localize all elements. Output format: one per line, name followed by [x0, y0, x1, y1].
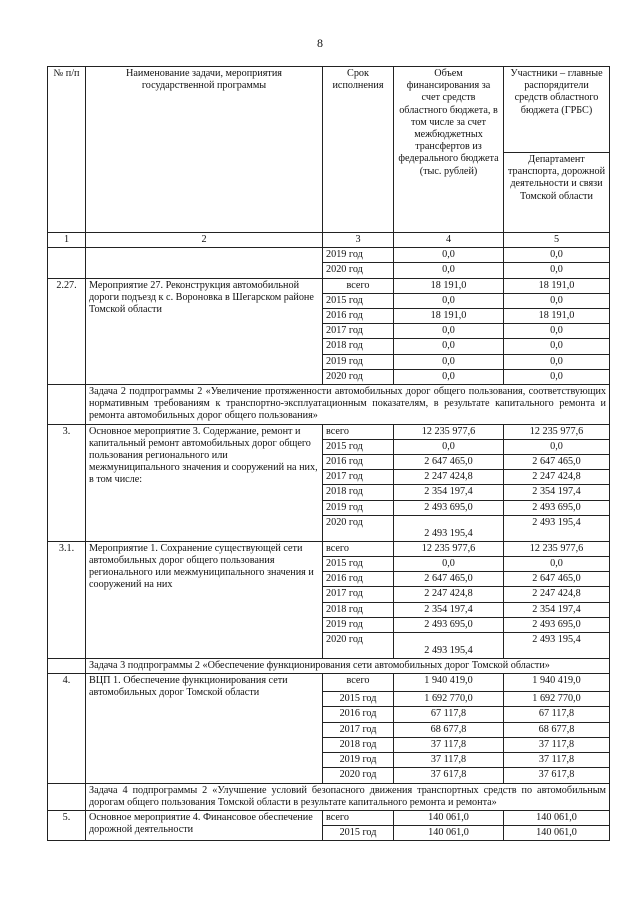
participant-amount-cell: 2 493 195,4 [504, 633, 610, 659]
year-cell: 2020 год [323, 263, 394, 278]
participant-amount-cell: 37 617,8 [504, 768, 610, 783]
year-cell: 2019 год [323, 753, 394, 768]
year-cell: всего [323, 674, 394, 692]
year-cell: всего [323, 424, 394, 439]
amount-cell: 2 647 465,0 [394, 572, 504, 587]
amount-cell: 2 647 465,0 [394, 455, 504, 470]
task-4-description: Задача 4 подпрограммы 2 «Улучшение условий безопасного движения транспортных средств по автомобильным дорогам общего пользования Томской области в результате капитального ремонта и ремонта» [86, 783, 610, 810]
year-cell: 2018 год [323, 485, 394, 500]
empty-cell [48, 783, 86, 810]
event-name: Мероприятие 1. Сохранение существующей сети автомобильных дорог общего пользования регионального или межмуниципального значения и сооружений на них [86, 541, 323, 658]
amount-cell: 12 235 977,6 [394, 541, 504, 556]
participant-amount-cell: 18 191,0 [504, 278, 610, 293]
participant-amount-cell: 2 493 695,0 [504, 617, 610, 632]
amount-cell: 18 191,0 [394, 278, 504, 293]
participant-amount-cell: 0,0 [504, 293, 610, 308]
participant-amount-cell: 67 117,8 [504, 707, 610, 722]
amount-cell: 0,0 [394, 324, 504, 339]
amount-cell: 2 493 695,0 [394, 500, 504, 515]
participant-amount-cell: 0,0 [504, 557, 610, 572]
row-number: 3. [48, 424, 86, 541]
event-name: Мероприятие 27. Реконструкция автомобильной дороги подъезд к с. Вороновка в Шегарском районе Томской области [86, 278, 323, 384]
row-number: 3.1. [48, 541, 86, 658]
amount-cell: 0,0 [394, 339, 504, 354]
amount-cell: 2 493 695,0 [394, 617, 504, 632]
table-row [48, 248, 610, 263]
participant-amount-cell: 2 247 424,8 [504, 470, 610, 485]
year-cell: всего [323, 541, 394, 556]
year-cell: 2017 год [323, 470, 394, 485]
col-number: 4 [394, 233, 504, 248]
table-row [48, 424, 610, 439]
participant-amount-cell: 37 117,8 [504, 737, 610, 752]
participant-amount-cell: 1 940 419,0 [504, 674, 610, 692]
amount-cell: 37 117,8 [394, 737, 504, 752]
year-cell: 2019 год [323, 354, 394, 369]
year-cell: 2018 год [323, 737, 394, 752]
year-cell: 2019 год [323, 248, 394, 263]
empty-cell [48, 248, 86, 278]
event-name: Основное мероприятие 4. Финансовое обеспечение дорожной деятельности [86, 810, 323, 840]
program-table [47, 66, 610, 841]
amount-cell: 1 692 770,0 [394, 692, 504, 707]
amount-cell: 0,0 [394, 293, 504, 308]
participant-amount-cell: 0,0 [504, 339, 610, 354]
year-cell: 2020 год [323, 515, 394, 541]
participant-amount-cell: 37 117,8 [504, 753, 610, 768]
year-cell: 2016 год [323, 309, 394, 324]
participant-amount-cell: 1 692 770,0 [504, 692, 610, 707]
table-row [48, 810, 610, 825]
year-cell: 2015 год [323, 826, 394, 841]
header-volume: Объем финансирования за счет средств областного бюджета, в том числе за счет межбюджетных трансфертов из федерального бюджета (тыс. рублей) [394, 67, 504, 233]
year-cell: 2016 год [323, 572, 394, 587]
event-name: ВЦП 1. Обеспечение функционирования сети автомобильных дорог Томской области [86, 674, 323, 783]
amount-cell: 0,0 [394, 248, 504, 263]
task-row [48, 385, 610, 425]
participant-amount-cell: 0,0 [504, 324, 610, 339]
amount-cell: 12 235 977,6 [394, 424, 504, 439]
participant-amount-cell: 2 354 197,4 [504, 485, 610, 500]
table-row [48, 541, 610, 556]
amount-cell: 0,0 [394, 354, 504, 369]
participant-amount-cell: 2 493 195,4 [504, 515, 610, 541]
year-cell: всего [323, 278, 394, 293]
task-2-description: Задача 2 подпрограммы 2 «Увеличение протяженности автомобильных дорог общего пользования, соответствующих нормативным требованиям к транспортно-эксплуатационным показателям, в результате капитального ремонта и ремонта автомобильных дорог общего пользования» [86, 385, 610, 425]
amount-cell: 0,0 [394, 263, 504, 278]
col-number: 1 [48, 233, 86, 248]
amount-cell: 140 061,0 [394, 826, 504, 841]
task-row [48, 783, 610, 810]
participant-amount-cell: 2 647 465,0 [504, 572, 610, 587]
participant-amount-cell: 0,0 [504, 263, 610, 278]
year-cell: 2015 год [323, 557, 394, 572]
participant-amount-cell: 0,0 [504, 354, 610, 369]
year-cell: 2015 год [323, 439, 394, 454]
participant-amount-cell: 2 647 465,0 [504, 455, 610, 470]
amount-cell: 2 354 197,4 [394, 602, 504, 617]
participant-amount-cell: 0,0 [504, 369, 610, 384]
year-cell: всего [323, 810, 394, 825]
row-number: 4. [48, 674, 86, 783]
participant-amount-cell: 0,0 [504, 439, 610, 454]
year-cell: 2017 год [323, 324, 394, 339]
year-cell: 2019 год [323, 617, 394, 632]
participant-amount-cell: 0,0 [504, 248, 610, 263]
header-participants: Участники – главные распорядители средств областного бюджета (ГРБС) [504, 67, 610, 153]
amount-cell: 2 493 195,4 [394, 515, 504, 541]
year-cell: 2019 год [323, 500, 394, 515]
col-number: 3 [323, 233, 394, 248]
amount-cell: 0,0 [394, 557, 504, 572]
participant-amount-cell: 2 354 197,4 [504, 602, 610, 617]
event-name: Основное мероприятие 3. Содержание, ремонт и капитальный ремонт автомобильных дорог общего пользования регионального или межмуниципального значения и сооружений на них, в том числе: [86, 424, 323, 541]
participant-amount-cell: 140 061,0 [504, 826, 610, 841]
amount-cell: 2 247 424,8 [394, 470, 504, 485]
year-cell: 2015 год [323, 692, 394, 707]
year-cell: 2015 год [323, 293, 394, 308]
row-number: 2.27. [48, 278, 86, 384]
table-row [48, 278, 610, 293]
amount-cell: 2 247 424,8 [394, 587, 504, 602]
year-cell: 2020 год [323, 768, 394, 783]
row-number: 5. [48, 810, 86, 840]
year-cell: 2020 год [323, 369, 394, 384]
task-3-description: Задача 3 подпрограммы 2 «Обеспечение функционирования сети автомобильных дорог Томской области» [86, 659, 610, 674]
empty-cell [48, 659, 86, 674]
empty-cell [86, 248, 323, 278]
amount-cell: 0,0 [394, 369, 504, 384]
year-cell: 2020 год [323, 633, 394, 659]
amount-cell: 68 677,8 [394, 722, 504, 737]
amount-cell: 2 493 195,4 [394, 633, 504, 659]
empty-cell [48, 385, 86, 425]
participant-amount-cell: 140 061,0 [504, 810, 610, 825]
year-cell: 2016 год [323, 707, 394, 722]
amount-cell: 37 617,8 [394, 768, 504, 783]
year-cell: 2016 год [323, 455, 394, 470]
amount-cell: 1 940 419,0 [394, 674, 504, 692]
header-name: Наименование задачи, мероприятия государственной программы [86, 67, 323, 233]
participant-amount-cell: 2 493 695,0 [504, 500, 610, 515]
participant-amount-cell: 2 247 424,8 [504, 587, 610, 602]
year-cell: 2017 год [323, 722, 394, 737]
year-cell: 2018 год [323, 602, 394, 617]
header-term: Срок исполнения [323, 67, 394, 233]
participant-amount-cell: 18 191,0 [504, 309, 610, 324]
task-row [48, 659, 610, 674]
page-number: 8 [317, 36, 323, 50]
participant-amount-cell: 68 677,8 [504, 722, 610, 737]
amount-cell: 0,0 [394, 439, 504, 454]
col-number: 2 [86, 233, 323, 248]
header-num: № п/п [48, 67, 86, 233]
participant-amount-cell: 12 235 977,6 [504, 541, 610, 556]
table-row [48, 674, 610, 692]
participant-amount-cell: 12 235 977,6 [504, 424, 610, 439]
year-cell: 2018 год [323, 339, 394, 354]
year-cell: 2017 год [323, 587, 394, 602]
amount-cell: 67 117,8 [394, 707, 504, 722]
amount-cell: 37 117,8 [394, 753, 504, 768]
amount-cell: 18 191,0 [394, 309, 504, 324]
header-department: Департамент транспорта, дорожной деятельности и связи Томской области [504, 153, 610, 233]
amount-cell: 2 354 197,4 [394, 485, 504, 500]
amount-cell: 140 061,0 [394, 810, 504, 825]
col-number: 5 [504, 233, 610, 248]
